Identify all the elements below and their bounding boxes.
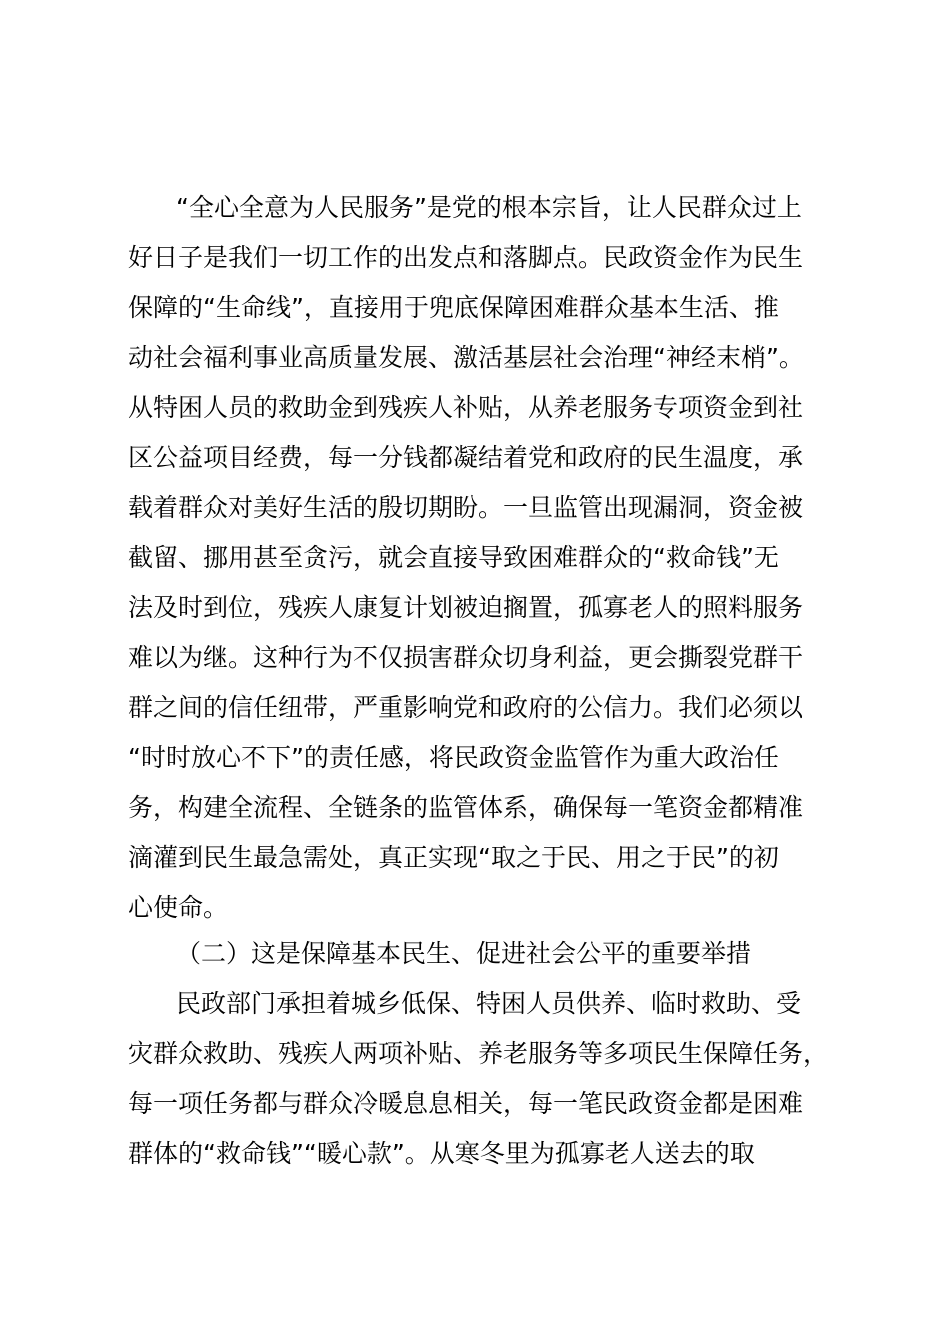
- paragraph-2-line-4: 群体的“救命钱”“暖心款”。从寒冬里为孤寡老人送去的取: [128, 1139, 755, 1168]
- paragraph-1-line-13: 务，构建全流程、全链条的监管体系，确保每一笔资金都精准: [128, 793, 804, 822]
- paragraph-1-line-4: 动社会福利事业高质量发展、激活基层社会治理“神经末梢”。: [128, 343, 804, 372]
- paragraph-1-line-14: 滴灌到民生最急需处，真正实现“取之于民、用之于民”的初: [128, 843, 779, 872]
- paragraph-1-line-7: 载着群众对美好生活的殷切期盼。一旦监管出现漏洞，资金被: [128, 493, 804, 522]
- paragraph-1-line-5: 从特困人员的救助金到残疾人补贴，从养老服务专项资金到社: [128, 393, 804, 422]
- paragraph-1-line-6: 区公益项目经费，每一分钱都凝结着党和政府的民生温度，承: [128, 443, 804, 472]
- paragraph-2-line-2: 灾群众救助、残疾人两项补贴、养老服务等多项民生保障任务，: [128, 1039, 829, 1068]
- paragraph-1-line-1: “全心全意为人民服务”是党的根本宗旨，让人民群众过上: [176, 193, 802, 222]
- paragraph-1-line-9: 法及时到位，残疾人康复计划被迫搁置，孤寡老人的照料服务: [128, 593, 804, 622]
- paragraph-2-line-3: 每一项任务都与群众冷暖息息相关，每一笔民政资金都是困难: [128, 1089, 804, 1118]
- paragraph-1-line-15: 心使命。: [128, 893, 229, 922]
- paragraph-1-line-2: 好日子是我们一切工作的出发点和落脚点。民政资金作为民生: [128, 243, 804, 272]
- paragraph-1-line-11: 群之间的信任纽带，严重影响党和政府的公信力。我们必须以: [128, 693, 804, 722]
- paragraph-1-line-12: “时时放心不下”的责任感，将民政资金监管作为重大政治任: [128, 743, 779, 772]
- paragraph-1-line-10: 难以为继。这种行为不仅损害群众切身利益，更会撕裂党群干: [128, 643, 804, 672]
- paragraph-2-line-1: 民政部门承担着城乡低保、特困人员供养、临时救助、受: [176, 989, 802, 1018]
- paragraph-1-line-8: 截留、挪用甚至贪污，就会直接导致困难群众的“救命钱”无: [128, 543, 779, 572]
- paragraph-1-line-3: 保障的“生命线”，直接用于兜底保障困难群众基本生活、推: [128, 293, 779, 322]
- section-heading: （二）这是保障基本民生、促进社会公平的重要举措: [176, 939, 752, 968]
